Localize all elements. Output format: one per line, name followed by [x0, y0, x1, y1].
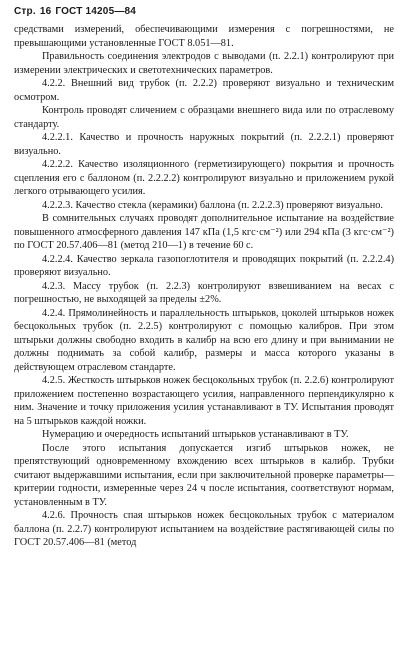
paragraph: Правильность соединения электродов с выводами (п. 2.2.1) контролируют при измерении электрических и светотехнических параметров.: [14, 51, 394, 76]
paragraph: 4.2.2.3. Качество стекла (керамики) баллона (п. 2.2.2.3) проверяют визуально.: [42, 199, 383, 211]
page-number: 16: [39, 6, 52, 17]
paragraph: 4.2.2. Внешний вид трубок (п. 2.2.2) проверяют визуально и техническим осмотром.: [14, 78, 394, 103]
paragraph: 4.2.2.2. Качество изоляционного (герметизирующего) покрытия и прочность сцепления его с баллоном (п. 2.2.2.2) контролируют визуально и приложением рукой легкого отрывающего усилия.: [14, 159, 394, 197]
paragraph: средствами измерений, обеспечивающими измерения с погрешностями, не превышающими установленные ГОСТ 8.051—81.: [14, 24, 394, 49]
paragraph: 4.2.2.1. Качество и прочность наружных покрытий (п. 2.2.2.1) проверяют визуально.: [14, 132, 394, 157]
paragraph: Нумерацию и очередность испытаний штырьков устанавливают в ТУ.: [42, 429, 349, 440]
paragraph: Контроль проводят сличением с образцами внешнего вида или по отраслевому стандарту.: [14, 105, 394, 130]
paragraph: 4.2.5. Жесткость штырьков ножек бесцокольных трубок (п. 2.2.6) контролируют приложением постепенно возрастающего усилия, направленного перпендикулярно к ним. Значение и точку приложения усилия устанавливают в ТУ. Испытания проводят на 5 штырьков каждой ножки.: [14, 375, 394, 427]
standard-code: ГОСТ 14205—84: [55, 6, 137, 17]
page-header: [14, 5, 394, 20]
paragraph: 4.2.3. Массу трубок (п. 2.2.3) контролируют взвешиванием на весах с погрешностью, не выходящей за пределы ±2%.: [14, 280, 394, 305]
paragraph: 4.2.4. Прямолинейность и параллельность штырьков, цоколей штырьков ножек бесцокольных трубок (п. 2.2.5) контролируют с помощью калибров. При этом штырьки должны свободно входить в калибр на всю его длину и при вынимании не должны поднимать за собой калибр, размеры и масса которого указаны в действующем отраслевом стандарте.: [14, 307, 394, 373]
paragraph: После этого испытания допускается изгиб штырьков ножек, не препятствующий одновременному вхождению всех штырьков в калибр. Трубки считают выдержавшими испытания, если при заключительной проверке параметры—критерии годности, измеренные через 24 ч после испытания, соответствуют нормам, установленным в ТУ.: [14, 442, 394, 508]
page-word: Стр.: [14, 6, 36, 17]
paragraph: 4.2.6. Прочность спая штырьков ножек бесцокольных трубок с материалом баллона (п. 2.2.7) контролируют испытанием на воздействие растягивающей силы по ГОСТ 20.57.406—81 (метод: [14, 510, 394, 548]
paragraph: 4.2.2.4. Качество зеркала газопоглотителя и проводящих покрытий (п. 2.2.2.4) проверяют визуально.: [14, 253, 394, 278]
paragraph: В сомнительных случаях проводят дополнительное испытание на воздействие повышенного атмосферного давления 147 кПа (1,5 кгс·см⁻²) или 294 кПа (3 кгс·см⁻²) по ГОСТ 20.57.406—81 (метод 210—1) в течение 60 с.: [14, 213, 394, 251]
body-text: [14, 23, 394, 550]
